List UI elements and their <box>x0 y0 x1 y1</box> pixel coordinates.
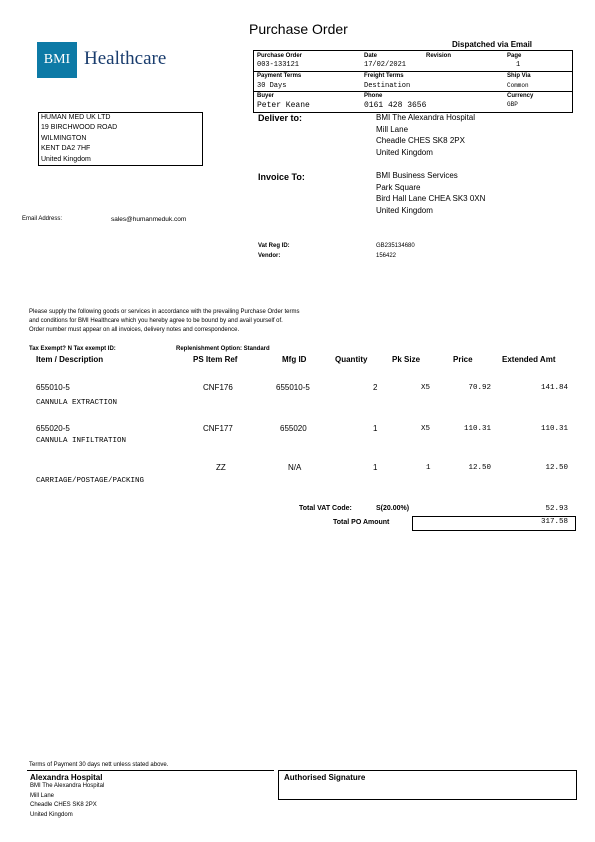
col-item: Item / Description <box>36 355 104 364</box>
footer-line: Cheadle CHES SK8 2PX <box>30 802 97 808</box>
col-extended: Extended Amt <box>502 355 556 364</box>
page-title: Purchase Order <box>249 21 348 37</box>
date-label: Date <box>364 53 378 59</box>
row3-qty: 1 <box>373 463 378 472</box>
row1-ps: CNF176 <box>203 383 233 392</box>
freight-terms-label: Freight Terms <box>364 73 404 79</box>
supplier-line: WILMINGTON <box>41 134 87 142</box>
bmi-logo-mark: BMI <box>37 42 77 78</box>
row1-mfg: 655010-5 <box>276 383 310 392</box>
footer-site: Alexandra Hospital <box>30 773 103 782</box>
vendor-value: 156422 <box>376 253 397 259</box>
footer-address <box>27 782 274 820</box>
replenishment-option: Replenishment Option: Standard <box>176 346 270 352</box>
col-pk-size: Pk Size <box>392 355 421 364</box>
col-quantity: Quantity <box>335 355 368 364</box>
row1-pk: X5 <box>421 384 431 392</box>
invoice-address <box>376 170 485 216</box>
footer-line: Mill Lane <box>30 792 55 799</box>
signature-label: Authorised Signature <box>284 773 366 782</box>
row2-item: 655020-5 <box>36 424 70 433</box>
row2-desc: CANNULA INFILTRATION <box>36 437 127 445</box>
supplier-address-box <box>38 112 203 166</box>
email-label: Email Address: <box>22 216 63 222</box>
invoice-line: United Kingdom <box>376 205 433 215</box>
deliver-line: Cheadle CHES SK8 2PX <box>376 136 465 146</box>
payment-terms-value: 30 Days <box>257 82 287 90</box>
vendor-label: Vendor: <box>258 253 281 259</box>
invoice-line: BMI Business Services <box>376 171 458 180</box>
notice-line: and conditions for BMI Healthcare which you hereby agree to be bound by and avail yourself of. <box>29 318 283 324</box>
vat-reg-label: Vat Reg ID: <box>258 243 290 249</box>
payment-terms-note: Terms of Payment 30 days nett unless stated above. <box>29 762 169 768</box>
col-mfg-id: Mfg ID <box>282 355 307 364</box>
buyer-label: Buyer <box>257 93 275 99</box>
supplier-line: KENT DA2 7HF <box>41 145 91 153</box>
row2-ext: 110.31 <box>540 425 568 433</box>
po-total-label: Total PO Amount <box>333 519 390 526</box>
deliver-to-label: Deliver to: <box>258 113 303 123</box>
brand-name: Healthcare <box>84 48 167 69</box>
invoice-to-label: Invoice To: <box>258 172 305 182</box>
notice-line: Please supply the following goods or services in accordance with the prevailing Purchase Order terms <box>29 309 300 315</box>
po-number-label: Purchase Order <box>257 53 303 59</box>
row1-desc: CANNULA EXTRACTION <box>36 399 118 407</box>
terms-notice <box>29 308 299 335</box>
row3-ps: ZZ <box>216 463 226 472</box>
row3-ext: 12.50 <box>545 464 568 472</box>
row2-mfg: 655020 <box>280 424 307 433</box>
page-label: Page <box>507 53 522 59</box>
supplier-line: HUMAN MED UK LTD <box>41 114 111 121</box>
deliver-line: BMI The Alexandra Hospital <box>376 113 476 122</box>
vat-code: S(20.00%) <box>376 505 410 512</box>
buyer-value: Peter Keane <box>257 101 310 110</box>
po-total-value: 317.58 <box>540 518 568 526</box>
vat-reg-value: GB235134680 <box>376 243 415 249</box>
freight-terms-value: Destination <box>364 82 411 90</box>
page-value: 1 <box>516 61 521 69</box>
row3-mfg: N/A <box>288 463 302 472</box>
row2-price: 110.31 <box>463 425 491 433</box>
date-value: 17/02/2021 <box>364 61 407 69</box>
row2-qty: 1 <box>373 424 378 433</box>
invoice-line: Bird Hall Lane CHEA SK3 0XN <box>376 194 486 204</box>
payment-terms-label: Payment Terms <box>257 73 302 79</box>
col-price: Price <box>453 355 473 364</box>
row1-item: 655010-5 <box>36 383 70 392</box>
deliver-line: United Kingdom <box>376 147 433 157</box>
email-value[interactable]: sales@humanmeduk.com <box>111 216 187 223</box>
footer-line: United Kingdom <box>30 811 73 818</box>
footer-site-box <box>27 770 274 829</box>
supplier-line: 19 BIRCHWOOD ROAD <box>41 124 118 132</box>
row3-pk: 1 <box>426 464 431 472</box>
invoice-line: Park Square <box>376 182 421 192</box>
ship-via-value: Common <box>507 82 529 89</box>
row3-desc: CARRIAGE/POSTAGE/PACKING <box>36 477 145 485</box>
ship-via-label: Ship Via <box>507 73 531 79</box>
row2-ps: CNF177 <box>203 424 233 433</box>
currency-label: Currency <box>507 93 534 99</box>
vat-total-value: 52.93 <box>545 505 568 513</box>
dispatch-note: Dispatched via Email <box>452 40 533 49</box>
po-header-box <box>253 50 573 113</box>
row1-price: 70.92 <box>468 384 491 392</box>
deliver-line: Mill Lane <box>376 124 409 134</box>
revision-label: Revision <box>426 53 452 59</box>
footer-line: BMI The Alexandra Hospital <box>30 783 105 789</box>
notice-line: Order number must appear on all invoices, delivery notes and correspondence. <box>29 327 240 333</box>
tax-exempt: Tax Exempt? N Tax exempt ID: <box>29 346 116 352</box>
signature-box[interactable] <box>278 770 577 800</box>
supplier-line: United Kingdom <box>41 155 91 163</box>
phone-label: Phone <box>364 93 383 99</box>
row1-qty: 2 <box>373 383 378 392</box>
row3-price: 12.50 <box>468 464 491 472</box>
deliver-address <box>376 112 475 158</box>
row1-ext: 141.84 <box>540 384 568 392</box>
row2-pk: X5 <box>421 425 431 433</box>
currency-value: GBP <box>507 101 518 108</box>
col-ps-ref: PS Item Ref <box>193 355 238 364</box>
po-number-value: 003-133121 <box>257 61 300 69</box>
phone-value: 0161 428 3656 <box>364 101 427 110</box>
vat-total-label: Total VAT Code: <box>299 505 352 512</box>
